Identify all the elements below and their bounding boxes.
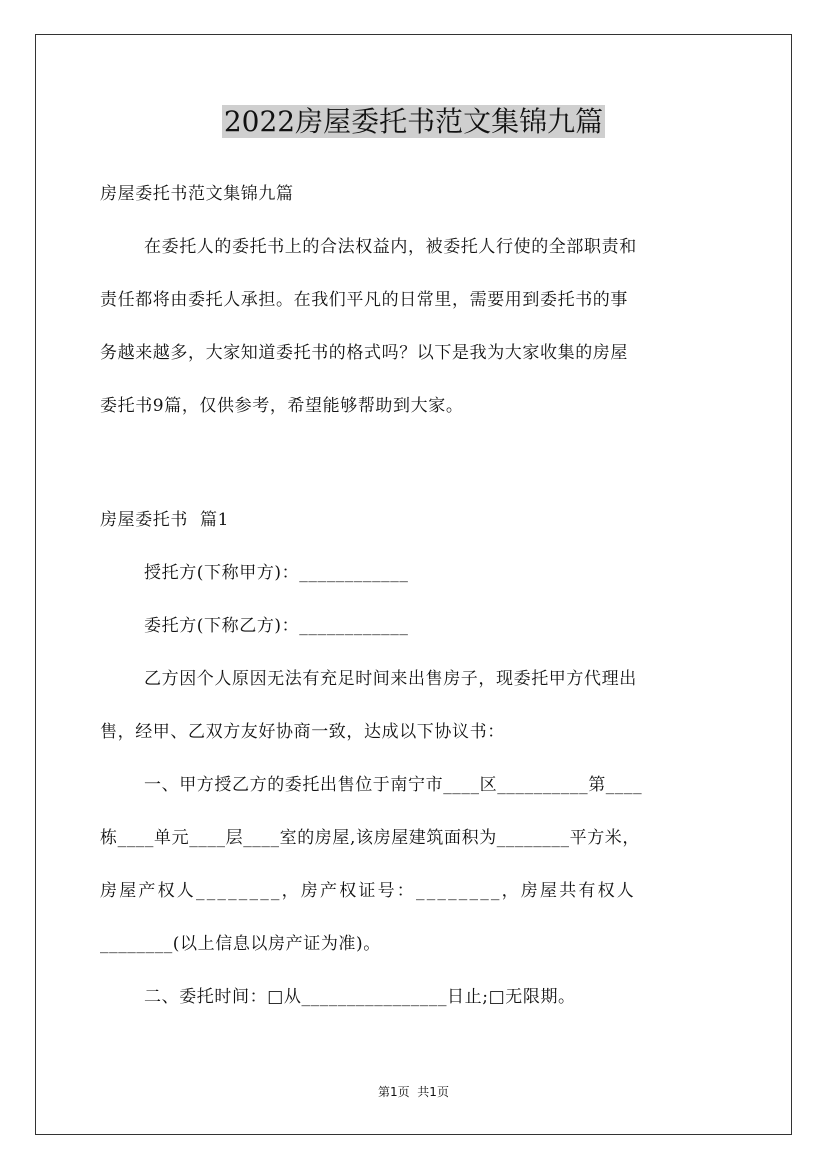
intro-line-4: 委托书9篇，仅供参考，希望能够帮助到大家。 bbox=[100, 396, 464, 416]
section-1-line-8: ________(以上信息以房产证为准)。 bbox=[100, 934, 381, 954]
document-subtitle: 房屋委托书范文集锦九篇 bbox=[100, 184, 294, 204]
section-1 bbox=[100, 494, 730, 1024]
document-title-text: 2022房屋委托书范文集锦九篇 bbox=[223, 105, 604, 138]
section-1-line-6: 栋____单元____层____室的房屋,该房屋建筑面积为________平方米， bbox=[100, 828, 641, 848]
section-1-line-1: 授托方(下称甲方)：____________ bbox=[144, 563, 409, 583]
intro-line-2: 责任都将由委托人承担。在我们平凡的日常里，需要用到委托书的事 bbox=[100, 290, 628, 310]
intro-line-3: 务越来越多，大家知道委托书的格式吗？以下是我为大家收集的房屋 bbox=[100, 343, 628, 363]
section-1-line-2: 委托方(下称乙方)：____________ bbox=[144, 616, 409, 636]
page-number-label: 第1页 共1页 bbox=[378, 1085, 449, 1099]
intro-block bbox=[100, 168, 730, 433]
section-1-line-7: 房屋产权人________，房产权证号：________，房屋共有权人 bbox=[100, 881, 636, 901]
section-1-line-4: 售，经甲、乙双方友好协商一致，达成以下协议书： bbox=[100, 722, 505, 742]
section-1-heading: 房屋委托书 篇1 bbox=[100, 510, 230, 530]
intro-line-1: 在委托人的委托书上的合法权益内，被委托人行使的全部职责和 bbox=[144, 237, 637, 257]
section-1-line-3: 乙方因个人原因无法有充足时间来出售房子，现委托甲方代理出 bbox=[144, 669, 637, 689]
document-title bbox=[0, 100, 827, 144]
page-footer bbox=[0, 1083, 827, 1100]
section-1-line-9: 二、委托时间：□从________________日止;□无限期。 bbox=[144, 987, 576, 1007]
section-1-line-5: 一、甲方授乙方的委托出售位于南宁市____区__________第____ bbox=[144, 775, 643, 795]
